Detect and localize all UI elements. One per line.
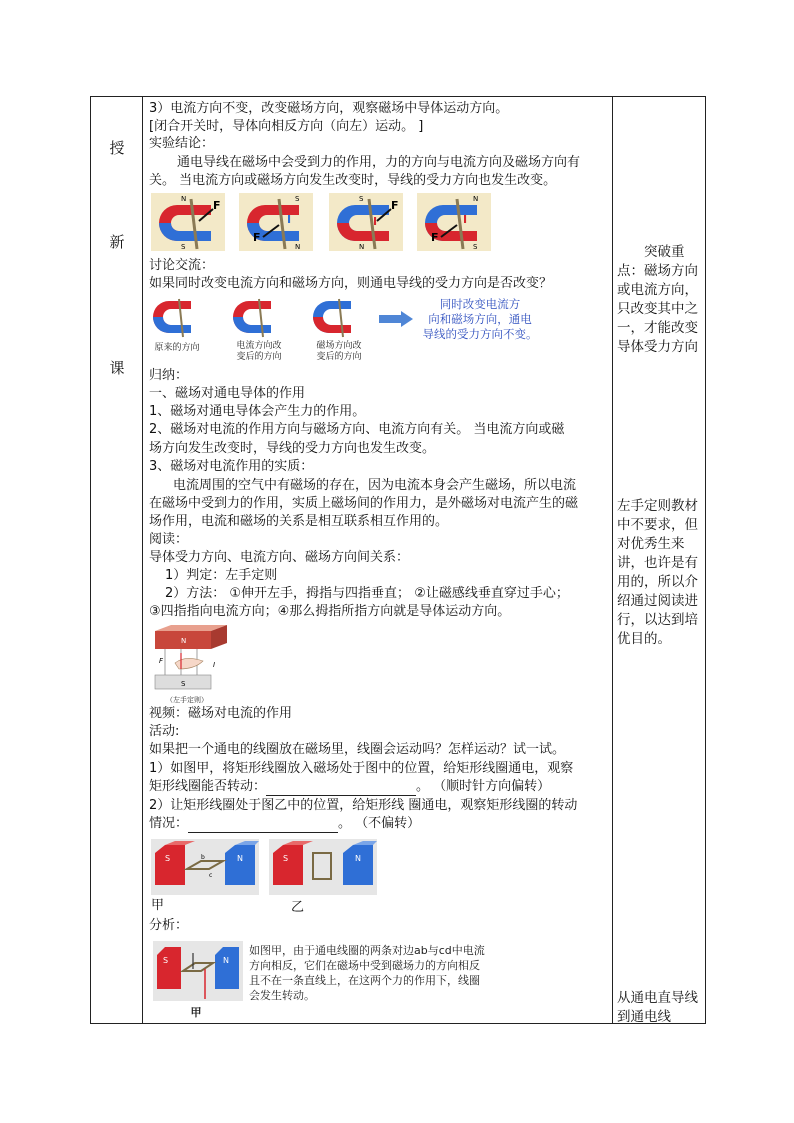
content-column: [143, 97, 613, 1023]
svg-text:F: F: [159, 657, 164, 665]
text-line: 1）如图甲，将矩形线圈放入磁场处于图中的位置，给矩形线圈通电，观察: [149, 761, 574, 776]
svg-text:I: I: [373, 215, 378, 228]
caption-field-changed: 磁场方向改 变后的方向: [316, 341, 362, 362]
text-line: 2、磁场对电流的作用方向与磁场方向、电流方向有关。 当电流方向或磁: [149, 422, 565, 437]
note-key-point: 突破重点：磁场方向或电流方向，只改变其中之一，才能改变导体受力方向: [617, 244, 698, 355]
magnet-picture-1: [151, 193, 225, 251]
svg-text:S: S: [283, 854, 289, 863]
right-arrow-icon: [379, 311, 415, 327]
coil-figures: [151, 839, 377, 897]
text-line: 导体受力方向、电流方向、磁场方向间关系：: [149, 550, 410, 565]
note-next-topic: 从通电直导线到通电线: [617, 990, 698, 1025]
analysis-coil-figure: [153, 941, 243, 1007]
caption-original: 原来的方向: [154, 343, 200, 353]
magnet-picture-4: [417, 193, 491, 251]
label-jia: 甲: [151, 898, 165, 913]
text-line: 2）方法： ①伸开左手，拇指与四指垂直； ②让磁感线垂直穿过手心；: [165, 586, 569, 601]
svg-text:S: S: [165, 854, 171, 863]
svg-text:c: c: [209, 872, 213, 879]
svg-text:S: S: [181, 680, 186, 688]
svg-text:N: N: [223, 956, 229, 965]
svg-text:N: N: [295, 243, 301, 251]
text-line: 阅读：: [149, 532, 189, 547]
text-line: 如果同时改变电流方向和磁场方向，则通电导线的受力方向是否改变？: [149, 276, 553, 291]
magnet-picture-2: [239, 193, 313, 251]
text-line: [闭合开关时，导体向相反方向（向左）运动。 ]: [149, 119, 424, 134]
svg-text:I: I: [287, 213, 292, 226]
answer-blank-2[interactable]: [188, 819, 338, 833]
question-1-text: 矩形线圈能否转动：: [149, 779, 267, 794]
left-hand-caption: （左手定则）: [166, 696, 208, 704]
caption-current-changed: 电流方向改 变后的方向: [236, 341, 282, 362]
text-line: 电流周围的空气中有磁场的存在，因为电流本身会产生磁场，所以电流: [173, 478, 577, 493]
lesson-table: [90, 96, 706, 1024]
stage-char-2: 新: [109, 233, 125, 251]
stage-column: [91, 97, 143, 1023]
magnet-experiment-figures: [151, 191, 491, 255]
text-line: 1、磁场对通电导体会产生力的作用。: [149, 404, 366, 419]
notes-column: [613, 97, 705, 1023]
svg-text:b: b: [201, 854, 205, 861]
text-line: 通电导线在磁场中会受到力的作用，力的方向与电流方向及磁场方向有: [177, 155, 581, 170]
svg-text:S: S: [181, 243, 186, 251]
svg-text:F: F: [431, 231, 439, 244]
question-2-answer: 。 （不偏转）: [338, 816, 421, 831]
text-line: 归纳：: [149, 368, 189, 383]
svg-text:S: S: [473, 243, 478, 251]
stage-char-3: 课: [109, 359, 125, 377]
text-line: 3）电流方向不变，改变磁场方向，观察磁场中导体运动方向。: [149, 101, 509, 116]
coil-picture-yi: [269, 839, 377, 895]
text-line: 视频：磁场对电流的作用: [149, 706, 293, 721]
text-line: [149, 815, 420, 833]
svg-text:S: S: [359, 195, 364, 203]
svg-text:F: F: [253, 231, 261, 244]
question-2-text: 情况：: [149, 816, 189, 831]
svg-text:N: N: [473, 195, 479, 203]
stage-char-1: 授: [109, 139, 125, 157]
svg-text:N: N: [181, 637, 187, 645]
coil-picture-jia: [151, 839, 259, 895]
svg-text:N: N: [237, 854, 243, 863]
arrow-note: 同时改变电流方 向和磁场方向，通电 导线的受力方向不变。: [422, 297, 538, 341]
text-line: [149, 778, 550, 796]
text-line: 一、磁场对通电导体的作用: [149, 386, 306, 401]
svg-text:F: F: [213, 199, 221, 212]
svg-text:S: S: [295, 195, 300, 203]
svg-text:F: F: [391, 199, 399, 212]
magnet-picture-3: [329, 193, 403, 251]
text-line: 2）让矩形线圈处于图乙中的位置，给矩形线 圈通电，观察矩形线圈的转动: [149, 798, 578, 813]
text-line: 活动:: [149, 724, 180, 739]
svg-text:I: I: [463, 213, 468, 226]
analysis-figure-caption: 甲: [190, 1006, 202, 1019]
text-line: 讨论交流：: [149, 258, 215, 273]
text-line: 如果把一个通电的线圈放在磁场里，线圈会运动吗？怎样运动？试一试。: [149, 742, 566, 757]
question-1-answer: 。 （顺时针方向偏转）: [416, 779, 551, 794]
label-yi: 乙: [291, 900, 305, 915]
text-line: 关。 当电流方向或磁场方向发生改变时，导线的受力方向也发生改变。: [149, 173, 557, 188]
text-line: 在磁场中受到力的作用，实质上磁场间的作用力，是外磁场对电流产生的磁: [149, 496, 579, 511]
text-line: 场作用，电流和磁场的关系是相互联系相互作用的。: [149, 514, 449, 529]
left-hand-rule-figure: [151, 623, 231, 703]
analysis-text: 如图甲，由于通电线圈的两条对边ab与cd中电流 方向相反，它们在磁场中受到磁场力的方向相反 且不在一条直线上，在这两个力的作用下，线圈 会发生转动。: [249, 944, 485, 1002]
text-line: 分析：: [149, 918, 189, 933]
text-line: 实验结论：: [149, 136, 215, 151]
answer-blank-1[interactable]: [266, 782, 416, 796]
svg-text:I: I: [213, 661, 216, 669]
text-line: 场方向发生改变时，导线的受力方向也发生改变。: [149, 441, 436, 456]
svg-text:N: N: [181, 195, 187, 203]
note-left-hand-rule: 左手定则教材中不要求，但对优秀生来讲，也许是有用的，所以介绍通过阅读进行，以达到培优目的。: [617, 498, 698, 647]
svg-text:N: N: [355, 854, 361, 863]
text-line: 3、磁场对电流作用的实质：: [149, 459, 314, 474]
text-line: 1）判定：左手定则: [165, 568, 278, 583]
discussion-magnets: [151, 295, 371, 341]
svg-text:S: S: [163, 956, 169, 965]
svg-text:N: N: [359, 243, 365, 251]
text-line: ③四指指向电流方向；④那么拇指所指方向就是导体运动方向。: [149, 604, 511, 619]
